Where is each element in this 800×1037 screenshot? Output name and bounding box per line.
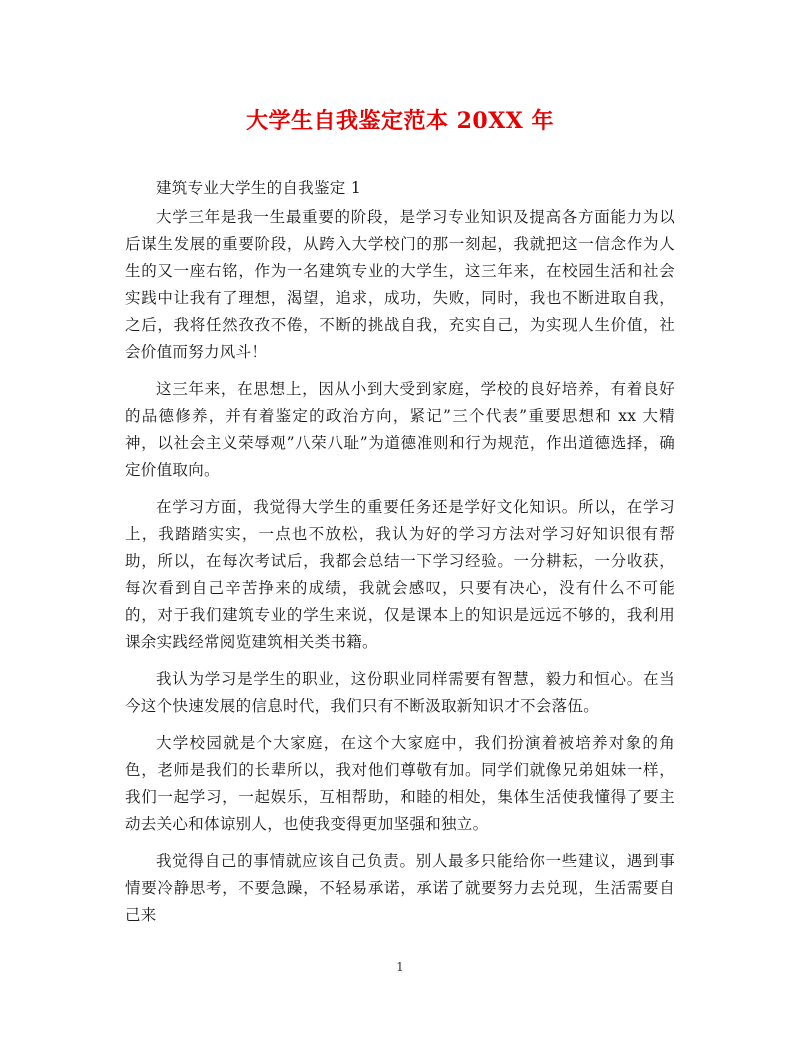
paragraph-2: 这三年来，在思想上，因从小到大受到家庭，学校的良好培养，有着良好的品德修养，并有着鉴定的政治方向，紧记”三个代表”重要思想和 xx 大精神，以社会主义荣辱观”八荣八耻”为道德准则和行为规范，作出道德选择，确定价值取向。 — [125, 380, 675, 479]
paragraph-1: 大学三年是我一生最重要的阶段，是学习专业知识及提高各方面能力为以后谋生发展的重要阶段，从跨入大学校门的那一刻起，我就把这一信念作为人生的又一座右铭，作为一名建筑专业的大学生，这三年来，在校园生活和社会实践中让我有了理想，渴望，追求，成功，失败，同时，我也不断进取自我，之后，我将任然孜孜不倦，不断的挑战自我，充实自己，为实现人生价值，社会价值而努力风斗！ — [125, 208, 675, 361]
page-number: 1 — [396, 960, 404, 974]
section-heading: 建筑专业大学生的自我鉴定 1 — [156, 179, 361, 197]
document-title: 大学生自我鉴定范本 20XX 年 — [245, 108, 555, 134]
paragraph-6: 我觉得自己的事情就应该自己负责。别人最多只能给你一些建议，遇到事情要冷静思考，不要急躁，不轻易承诺，承诺了就要努力去兑现，生活需要自己来 — [125, 852, 675, 924]
document-body — [125, 175, 675, 939]
paragraph-5: 大学校园就是个大家庭，在这个大家庭中，我们扮演着被培养对象的角色，老师是我们的长辈所以，我对他们尊敬有加。同学们就像兄弟姐妹一样，我们一起学习，一起娱乐，互相帮助，和睦的相处，集体生活使我懂得了要主动去关心和体谅别人，也使我变得更加坚强和独立。 — [125, 734, 675, 833]
paragraph-4: 我认为学习是学生的职业，这份职业同样需要有智慧，毅力和恒心。在当今这个快速发展的信息时代，我们只有不断汲取新知识才不会落伍。 — [125, 670, 675, 715]
paragraph-3: 在学习方面，我觉得大学生的重要任务还是学好文化知识。所以，在学习上，我踏踏实实，一点也不放松，我认为好的学习方法对学习好知识很有帮助，所以，在每次考试后，我都会总结一下学习经验。一分耕耘，一分收获，每次看到自己辛苦挣来的成绩，我就会感叹，只要有决心，没有什么不可能的，对于我们建筑专业的学生来说，仅是课本上的知识是远远不够的，我利用课余实践经常阅览建筑相关类书籍。 — [125, 498, 675, 651]
